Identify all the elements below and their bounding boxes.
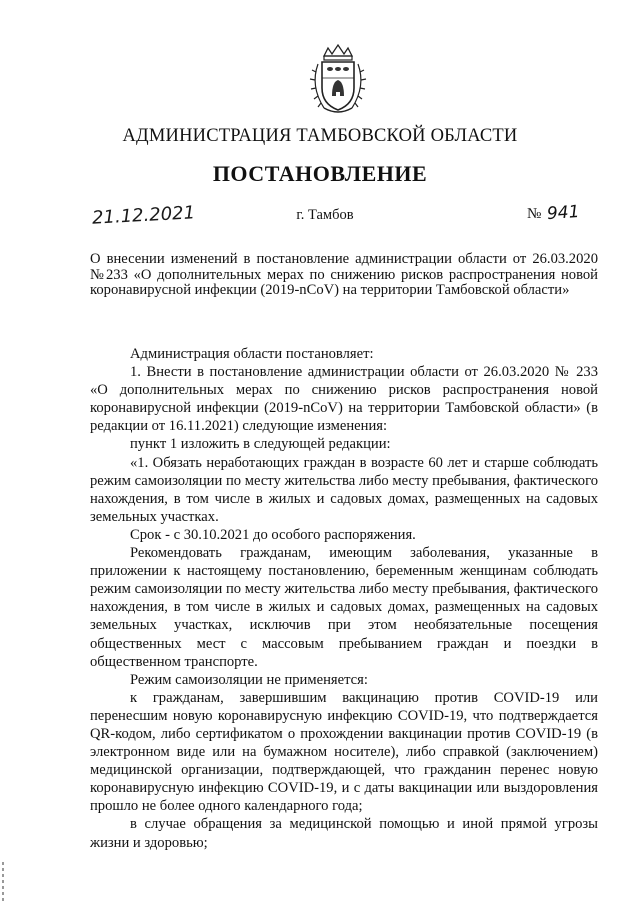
number-label: № [527,206,542,222]
document-number [527,203,580,223]
document-body [90,345,598,852]
handwritten-date: 21.12.2021 [91,202,196,229]
scan-margin-mark [2,862,4,902]
body-paragraph: Рекомендовать гражданам, имеющим заболевания, указанные в приложении к настоящему постановлению, беременным женщинам соблюдать режим самоизоляции по месту жительства либо месту пребывания, фактического нахождения, в том числе в жилых и садовых домах, размещенных на садовых земельных участках, исключив при этом необязательные посещения общественных мест с массовым пребыванием граждан и поездки в общественном транспорте. [90,545,598,670]
body-paragraph: «1. Обязать неработающих граждан в возрасте 60 лет и старше соблюдать режим самоизоляции по месту жительства либо месту пребывания, фактического нахождения, в том числе в жилых и садовых домах, размещенных на садовых земельных участках. [90,454,598,525]
body-paragraph: пункт 1 изложить в следующей редакции: [130,436,391,453]
body-paragraph: Администрация области постановляет: [130,346,374,362]
handwritten-number: 941 [546,201,581,225]
body-paragraph: Срок - с 30.10.2021 до особого распоряжения. [130,526,416,543]
document-subject: О внесении изменений в постановление администрации области от 26.03.2020 №233 «О дополнительных мерах по снижению рисков распространения новой коронавирусной инфекции (2019-nCoV) на территории Тамбовской области» [90,251,598,299]
body-paragraph: в случае обращения за медицинской помощью и иной прямой угрозы жизни и здоровью; [90,816,598,851]
document-type-title: ПОСТАНОВЛЕНИЕ [212,161,428,186]
body-paragraph: Режим самоизоляции не применяется: [130,671,368,688]
coat-of-arms-icon [298,42,378,122]
body-paragraph: к гражданам, завершившим вакцинацию против COVID-19 или перенесшим новую коронавирусную инфекцию COVID-19, что подтверждается QR-кодом, либо сертификатом о прохождении вакцинации против COVID-19 (в электронном виде или на бумажном носителе), либо справкой (заключением) медицинской организации, подтверждающей, что гражданин перенес новую коронавирусную инфекцию COVID-19, и с даты вакцинации или выздоровления прошло не более одного календарного года; [90,689,598,815]
city-label: г. Тамбов [296,207,354,223]
organization-title: АДМИНИСТРАЦИЯ ТАМБОВСКОЙ ОБЛАСТИ [122,126,518,146]
body-paragraph: 1. Внести в постановление администрации области от 26.03.2020 № 233 «О дополнительных мерах по снижению рисков распространения новой коронавирусной инфекции (2019-nCoV) на территории Тамбовской области» (в редакции от 16.11.2021) следующие изменения: [90,364,598,435]
